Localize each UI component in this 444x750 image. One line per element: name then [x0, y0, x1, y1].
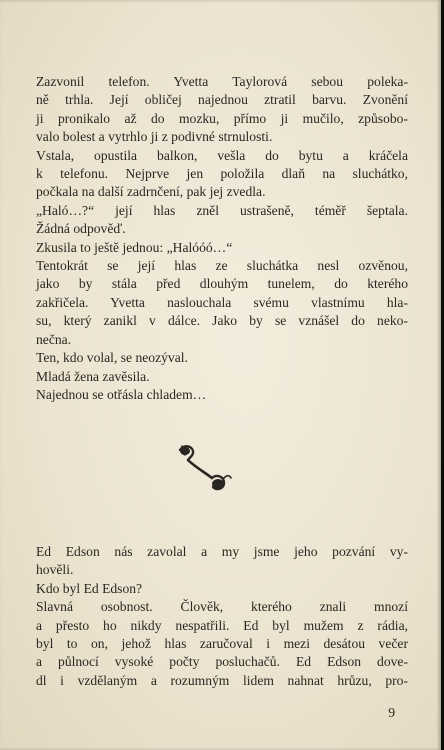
text-line: „Haló…?“ její hlas zněl ustrašeně, téměř šeptala.	[36, 202, 408, 218]
text-line: nečna.	[36, 331, 72, 347]
text-line: Najednou se otřásla chladem…	[36, 386, 207, 402]
text-line: Ed Edson nás zavolal a my jsme jeho pozvání vy-	[36, 544, 408, 559]
text-line: Vstala, opustila balkon, vešla do bytu a kráčela	[36, 147, 408, 163]
text-line: a přesto ho nikdy nespatřili. Ed byl mužem z rádia,	[36, 617, 408, 633]
text-line: počkala na další zadrnčení, pak jej zvedla.	[36, 184, 266, 200]
text-line: Kdo byl Ed Edson?	[36, 580, 143, 596]
text-line: jako by stála před dlouhým tunelem, do kterého	[36, 276, 408, 292]
text-line: ně trhla. Její obličej najednou ztratil barvu. Zvonění	[36, 92, 408, 108]
text-line: Zazvonil telefon. Yvetta Taylorová sebou poleka-	[36, 74, 408, 89]
text-line: hověli.	[36, 562, 74, 578]
text-line: Zkusila to ještě jednou: „Halóóó…“	[36, 239, 233, 255]
text-line: Mladá žena zavěsila.	[36, 368, 150, 384]
telephone-receiver-icon	[174, 438, 236, 494]
text-line: zakřičela. Yvetta naslouchala svému vlastnímu hla-	[36, 294, 408, 310]
text-line: byl to on, jehož hlas zaručoval i mezi desátou večer	[36, 636, 408, 652]
text-line: su, který zanikl v dálce. Jako by se vznášel do neko-	[36, 313, 408, 329]
chapter-text-bottom	[36, 543, 408, 690]
text-line: Slavná osobnost. Člověk, kterého znali mnozí	[36, 599, 408, 615]
text-line: ji pronikalo až do mozku, přímo ji mučilo, způsobo-	[36, 110, 408, 126]
text-line: Žádná odpověď.	[36, 221, 126, 237]
text-line: Ten, kdo volal, se neozýval.	[36, 350, 188, 366]
text-line: Tentokrát se její hlas ze sluchátka nesl ozvěnou,	[36, 258, 408, 274]
chapter-text-top	[36, 73, 408, 404]
text-line: dl i vzdělaným a rozumným lidem nahnat hrůzu, pro-	[36, 672, 408, 688]
text-line: valo bolest a vytrhlo ji z podivné strnulosti.	[36, 129, 273, 145]
text-line: a půlnocí vysoké počty posluchačů. Ed Edson dove-	[36, 654, 408, 670]
page-number: 9	[388, 705, 395, 720]
text-line: k telefonu. Nejprve jen položila dlaň na sluchátko,	[36, 166, 408, 182]
